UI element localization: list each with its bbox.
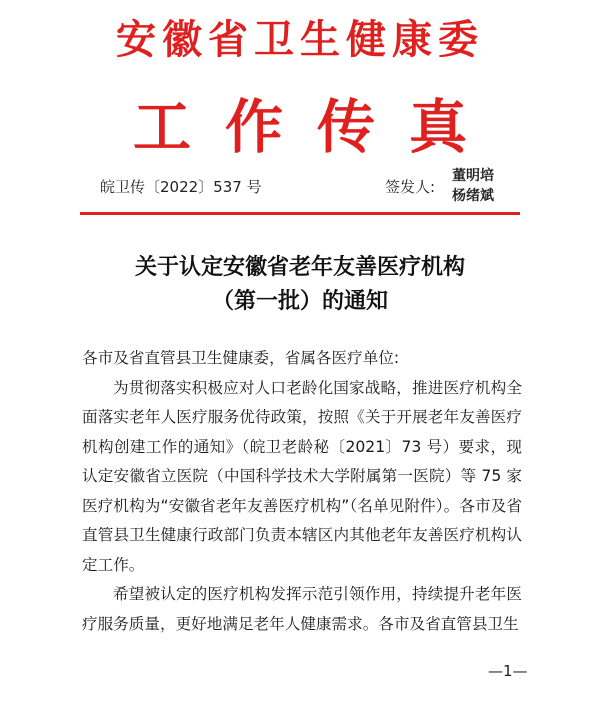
issuing-organization: 安徽省卫生健康委 bbox=[116, 16, 484, 63]
signer-name: 董明培 bbox=[452, 168, 494, 184]
signer-name: 杨绪斌 bbox=[452, 188, 494, 204]
body-paragraph: 为贯彻落实积极应对人口老龄化国家战略，推进医疗机构全面落实老年人医疗服务优待政策，按照《关于开展老年友善医疗机构创建工作的通知》（皖卫老龄秘〔2021〕73 号）要求，现认定安徽省立医院（中国科学技术大学附属第一医院）等 75 家医疗机构为“安徽省老年友善医疗机构”（名单见附件）。各市及省直管县卫生健康行政部门负责本辖区内其他老年友善医疗机构认定工作。 bbox=[82, 378, 522, 574]
title-line: 关于认定安徽省老年友善医疗机构 bbox=[134, 254, 465, 280]
page-number: —1— bbox=[488, 662, 528, 680]
body-paragraph: 希望被认定的医疗机构发挥示范引领作用，持续提升老年医疗服务质量，更好地满足老年人健康需求。各市及省直管县卫生 bbox=[82, 585, 522, 633]
signer-label: 签发人: bbox=[385, 178, 436, 196]
signer-names bbox=[452, 166, 494, 206]
document-body bbox=[82, 344, 522, 639]
title-line: （第一批）的通知 bbox=[211, 288, 388, 314]
document-title bbox=[0, 250, 600, 318]
document-number: 皖卫传〔2022〕537 号 bbox=[100, 178, 262, 196]
document-type-heading: 工作传真 bbox=[132, 93, 501, 161]
red-divider-rule bbox=[80, 212, 520, 215]
salutation: 各市及省直管县卫生健康委，省属各医疗单位: bbox=[82, 349, 400, 367]
